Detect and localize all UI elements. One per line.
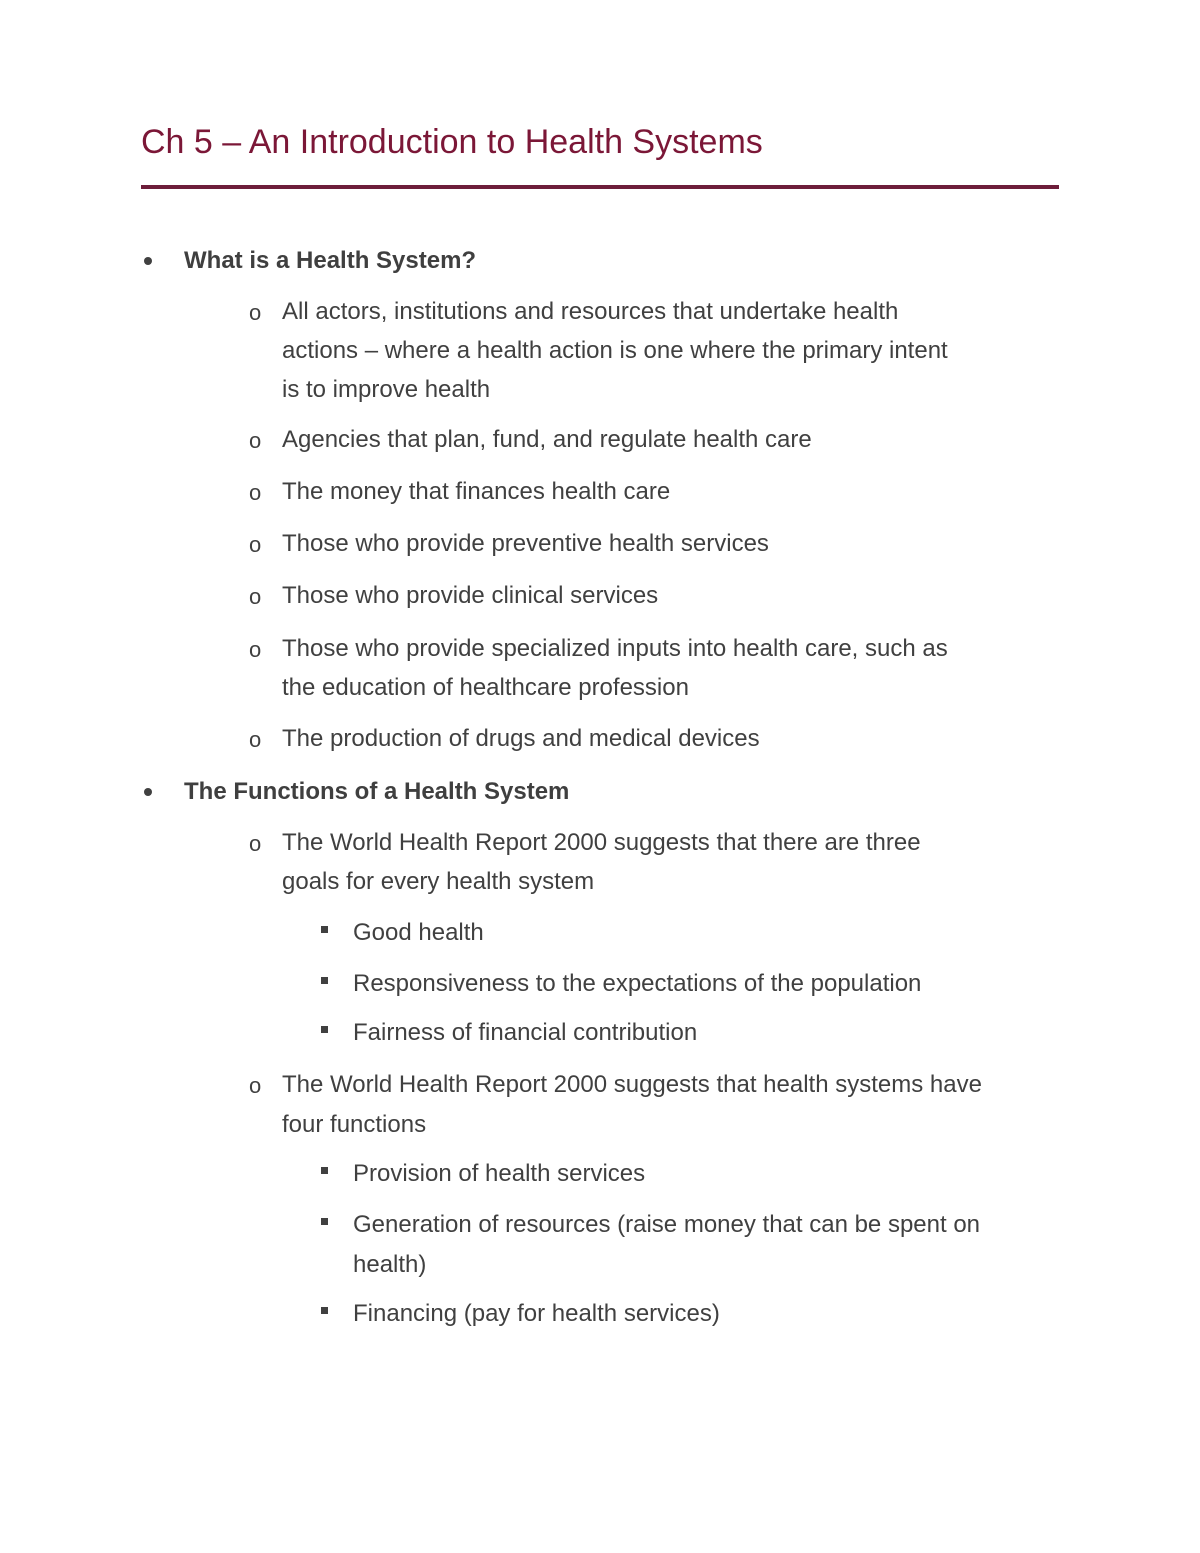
list-item-text: the education of healthcare profession — [282, 674, 689, 701]
section-heading: The Functions of a Health System — [184, 778, 570, 805]
list-bullet-icon: o — [249, 637, 262, 662]
list-item-text: The money that finances health care — [282, 478, 671, 505]
list-bullet-icon: o — [249, 300, 262, 325]
sublist-item-text: Responsiveness to the expectations of the population — [353, 970, 922, 997]
sublist-bullet-icon — [321, 1026, 328, 1033]
list-item-text: Those who provide specialized inputs into health care, such as — [282, 635, 948, 662]
sublist-bullet-icon — [321, 1218, 328, 1225]
list-bullet-icon: o — [249, 727, 262, 752]
list-item-text: All actors, institutions and resources that undertake health — [282, 298, 899, 325]
sublist-item-text: health) — [353, 1251, 427, 1278]
sublist-item-text: Fairness of financial contribution — [353, 1019, 698, 1046]
list-bullet-icon: o — [249, 831, 262, 856]
section-bullet-icon — [144, 257, 152, 265]
list-item-text: four functions — [282, 1111, 427, 1138]
title-divider — [141, 185, 1059, 189]
sublist-item-text: Financing (pay for health services) — [353, 1300, 720, 1327]
page-title: Ch 5 – An Introduction to Health Systems — [141, 123, 763, 161]
sublist-item-text: Good health — [353, 919, 484, 946]
list-item-text: Those who provide preventive health services — [282, 530, 769, 557]
sublist-bullet-icon — [321, 1307, 328, 1314]
sublist-bullet-icon — [321, 1167, 328, 1174]
list-bullet-icon: o — [249, 584, 262, 609]
list-bullet-icon: o — [249, 532, 262, 557]
list-bullet-icon: o — [249, 428, 262, 453]
sublist-bullet-icon — [321, 977, 328, 984]
sublist-bullet-icon — [321, 926, 328, 933]
list-item-text: The production of drugs and medical devices — [282, 725, 760, 752]
list-item-text: goals for every health system — [282, 868, 595, 895]
section-heading: What is a Health System? — [184, 247, 477, 274]
list-item-text: The World Health Report 2000 suggests that there are three — [282, 829, 921, 856]
sublist-item-text: Generation of resources (raise money that can be spent on — [353, 1211, 981, 1238]
list-item-text: actions – where a health action is one where the primary intent — [282, 337, 948, 364]
sublist-item-text: Provision of health services — [353, 1160, 646, 1187]
list-item-text: The World Health Report 2000 suggests that health systems have — [282, 1071, 982, 1098]
list-item-text: Agencies that plan, fund, and regulate health care — [282, 426, 812, 453]
list-bullet-icon: o — [249, 480, 262, 505]
section-bullet-icon — [144, 788, 152, 796]
list-item-text: Those who provide clinical services — [282, 582, 659, 609]
list-item-text: is to improve health — [282, 376, 491, 403]
list-bullet-icon: o — [249, 1073, 262, 1098]
